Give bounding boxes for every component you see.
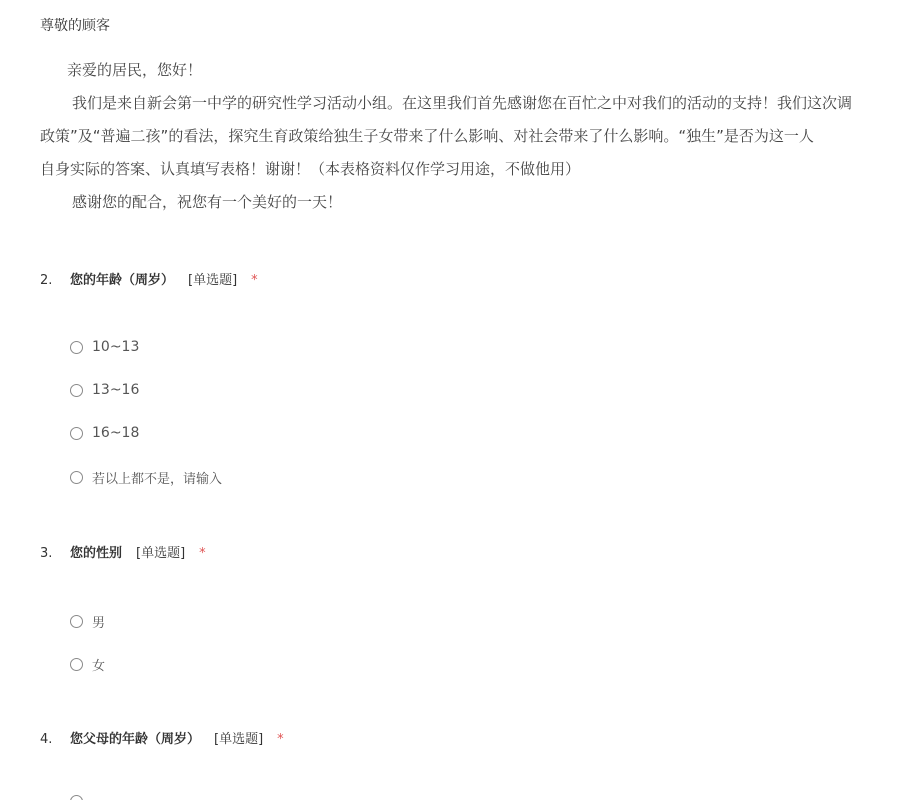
intro-line: 感谢您的配合，祝您有一个美好的一天！ [72,193,343,211]
question-type-label: [单选题] [136,546,186,561]
option-label: 16~18 [92,425,140,441]
option-label: 13~16 [92,382,140,398]
question-2-header [40,269,258,288]
question-number: 4. [40,732,53,747]
radio-button[interactable] [70,615,83,628]
radio-option-female[interactable] [70,655,105,674]
radio-option-age-13-16[interactable] [70,382,139,398]
question-number: 3. [40,546,53,561]
required-marker: * [251,273,258,288]
intro-line: 自身实际的答案、认真填写表格！谢谢！（本表格资料仅作学习用途，不做他用） [40,160,581,178]
question-type-label: [单选题] [188,273,238,288]
question-number: 2. [40,273,53,288]
option-label: 若以上都不是，请输入 [92,472,223,487]
intro-line: 我们是来自新会第一中学的研究性学习活动小组。在这里我们首先感谢您在百忙之中对我们的活动的支持！我们这次调 [72,94,853,112]
option-label: 男 [92,616,106,631]
greeting-heading: 尊敬的顾客 [40,18,110,34]
radio-option-male[interactable] [70,612,105,631]
option-label: 女 [92,659,106,674]
required-marker: * [199,546,206,561]
radio-option-age-10-13[interactable] [70,339,139,355]
question-title: 您的性别 [70,546,123,561]
question-3-header [40,542,206,561]
radio-option-age-other[interactable] [70,468,222,487]
question-4-header [40,728,284,747]
question-title: 您的年龄（周岁） [70,273,175,288]
radio-button[interactable] [70,427,83,440]
radio-button[interactable] [70,795,83,800]
radio-button[interactable] [70,341,83,354]
radio-option-age-16-18[interactable] [70,425,139,441]
required-marker: * [277,732,284,747]
radio-button[interactable] [70,658,83,671]
radio-option-partial[interactable] [70,795,92,800]
question-title: 您父母的年龄（周岁） [70,732,201,747]
question-type-label: [单选题] [214,732,264,747]
option-label: 10~13 [92,339,140,355]
radio-button[interactable] [70,384,83,397]
intro-line: 政策”及“普遍二孩”的看法，探究生育政策给独生子女带来了什么影响、对社会带来了什么影响。“独生”是否为这一人 [40,127,814,145]
intro-text [40,54,900,219]
intro-line: 亲爱的居民，您好！ [67,61,203,79]
radio-button[interactable] [70,471,83,484]
